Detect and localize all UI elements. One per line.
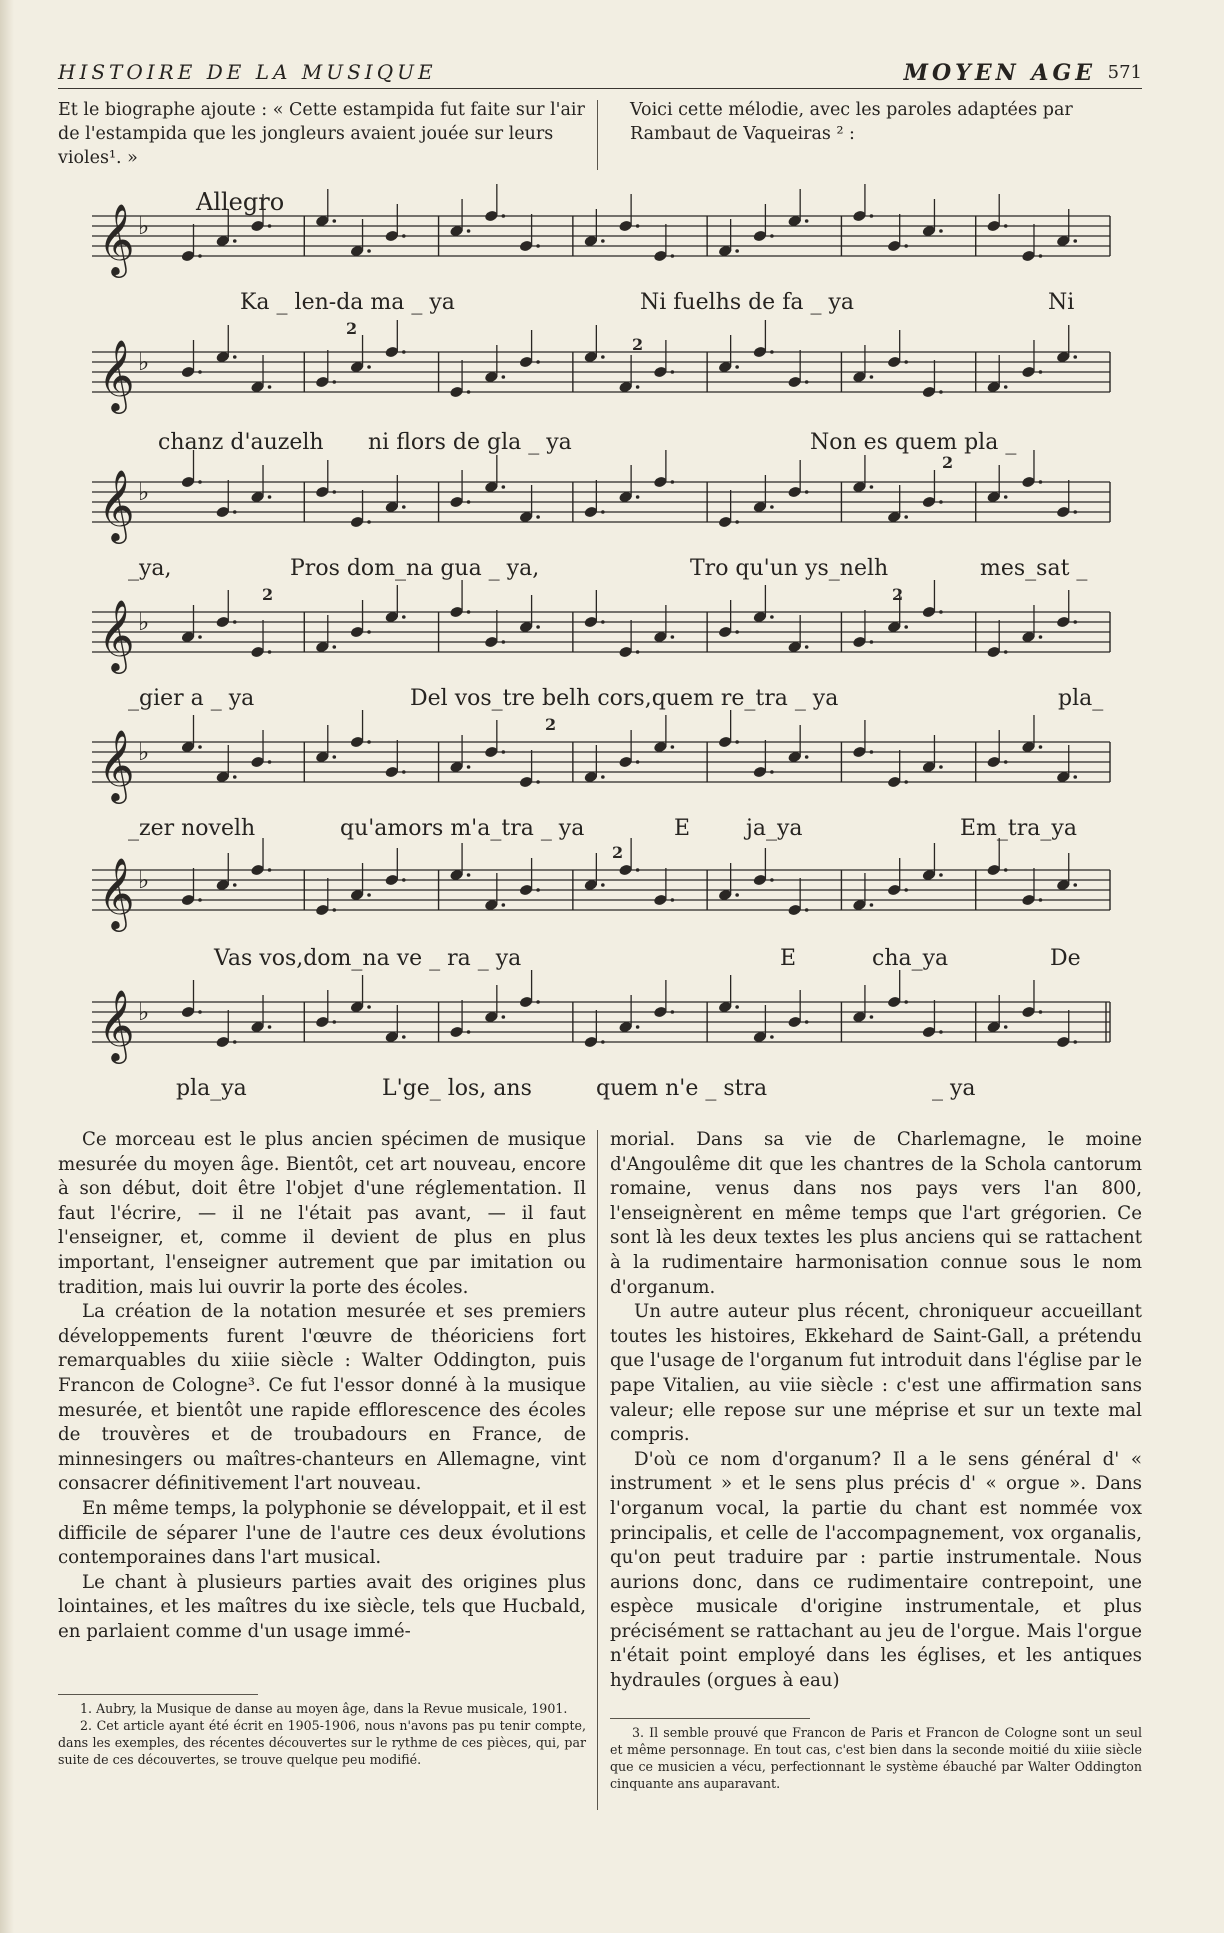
lyric-fragment: L'ge_ los, ans bbox=[382, 1076, 532, 1101]
tuplet-mark: 2 bbox=[942, 453, 954, 472]
header-title: HISTOIRE DE LA MUSIQUE bbox=[58, 60, 437, 84]
dot bbox=[939, 500, 943, 504]
dot bbox=[332, 380, 336, 384]
dot bbox=[367, 893, 371, 897]
dot bbox=[735, 520, 739, 524]
footnotes-right bbox=[610, 1724, 1142, 1792]
dot bbox=[671, 1010, 675, 1014]
dot bbox=[671, 898, 675, 902]
dot bbox=[367, 249, 371, 253]
dot bbox=[467, 765, 471, 769]
dot bbox=[1004, 495, 1008, 499]
lyric-fragment: Ni bbox=[1048, 290, 1075, 315]
dot bbox=[268, 495, 272, 499]
dot bbox=[904, 888, 908, 892]
dot bbox=[198, 1010, 202, 1014]
dot bbox=[502, 903, 506, 907]
body-right-column bbox=[610, 1128, 1142, 1694]
footnote: 3. Il semble prouvé que Francon de Paris et Francon de Cologne sont un seul et même personnage. En tout cas, c'est bien dans la seconde moitié du xiiie siècle que ce musicien a vécu, perfectionnant le système ébauché par Walter Oddington cinquante ans auparavant. bbox=[610, 1725, 1142, 1791]
dot bbox=[770, 878, 774, 882]
dot bbox=[332, 219, 336, 223]
dot bbox=[467, 390, 471, 394]
dot bbox=[1039, 898, 1043, 902]
dot bbox=[467, 500, 471, 504]
dot bbox=[467, 1030, 471, 1034]
dot bbox=[601, 883, 605, 887]
dot bbox=[198, 370, 202, 374]
dot bbox=[402, 1035, 406, 1039]
dot bbox=[402, 615, 406, 619]
dot bbox=[904, 515, 908, 519]
dot bbox=[402, 350, 406, 354]
lyric-fragment: _gier a _ ya bbox=[128, 686, 255, 711]
dot bbox=[735, 365, 739, 369]
dot bbox=[1039, 480, 1043, 484]
treble-clef: 𝄞 bbox=[98, 856, 135, 929]
dot bbox=[904, 244, 908, 248]
paragraph: La création de la notation mesurée et ses premiers développements furent l'œuvre de théoriciens fort remarquables du xiiie siècle : Walter Oddington, puis Francon de Cologne³. Ce fut l'essor donné à la musique mesurée, et bientôt une rapide efflorescence des écoles de trouvères et de troubadours en France, de minnesingers ou maîtres-chanteurs en Allemagne, vint consacrer définitivement l'art nouveau. bbox=[58, 1301, 586, 1495]
dot bbox=[233, 510, 237, 514]
dot bbox=[770, 350, 774, 354]
dot bbox=[536, 780, 540, 784]
dot bbox=[367, 365, 371, 369]
dot bbox=[502, 214, 506, 218]
dot bbox=[1004, 868, 1008, 872]
dot bbox=[502, 485, 506, 489]
lyric-fragment: ni flors de gla _ ya bbox=[368, 430, 572, 455]
body-left-column bbox=[58, 1128, 586, 1644]
tuplet-mark: 2 bbox=[892, 585, 904, 604]
treble-clef: 𝄞 bbox=[98, 598, 135, 671]
dot bbox=[402, 505, 406, 509]
lyric-fragment: pla_ya bbox=[176, 1076, 247, 1101]
dot bbox=[735, 249, 739, 253]
footnote: 1. Aubry, la Musique de danse au moyen âge, dans la Revue musicale, 1901. bbox=[80, 1701, 568, 1716]
dot bbox=[1073, 1040, 1077, 1044]
dot bbox=[671, 370, 675, 374]
lyric-fragment: Non es quem pla _ bbox=[810, 430, 1017, 455]
lyric-fragment: Em_tra_ya bbox=[960, 816, 1077, 841]
dot bbox=[536, 244, 540, 248]
dot bbox=[198, 254, 202, 258]
flat-sign: ♭ bbox=[138, 348, 150, 376]
lyric-fragment: Del vos_tre belh cors,quem re_tra _ ya bbox=[410, 686, 839, 711]
dot bbox=[870, 375, 874, 379]
treble-clef: 𝄞 bbox=[98, 338, 135, 411]
dot bbox=[198, 480, 202, 484]
dot bbox=[671, 254, 675, 258]
intro-right: Voici cette mélodie, avec les paroles adaptées par Rambaut de Vaqueiras ² : bbox=[630, 100, 1073, 144]
dot bbox=[939, 873, 943, 877]
dot bbox=[367, 630, 371, 634]
dot bbox=[735, 740, 739, 744]
lyric-fragment: ja_ya bbox=[746, 816, 803, 841]
dot bbox=[536, 1000, 540, 1004]
dot bbox=[805, 1020, 809, 1024]
dot bbox=[402, 878, 406, 882]
dot bbox=[601, 1040, 605, 1044]
lyric-fragment: Ni fuelhs de fa _ ya bbox=[640, 290, 854, 315]
dot bbox=[1039, 635, 1043, 639]
paragraph: D'où ce nom d'organum? Il a le sens général d' « instrument » et le sens plus précis d' « orgue ». Dans l'organum vocal, la partie du chant est nommée vox principalis, et celle de l'accompagnement, vox organalis, qu'on peut traduire par : partie instrumentale. Nous aurions donc, dans ce rudimentaire contrepoint, une espèce musicale d'origine instrumentale, et plus précisément se rattachant au jeu de l'orgue. Mais l'orgue n'était point employé dans les églises, et les antiques hydraules (orgues à eau) bbox=[610, 1448, 1142, 1692]
dot bbox=[233, 620, 237, 624]
lyric-fragment: Vas vos,dom_na ve _ ra _ ya bbox=[214, 946, 522, 971]
dot bbox=[870, 1015, 874, 1019]
dot bbox=[367, 520, 371, 524]
tuplet-mark: 2 bbox=[262, 585, 274, 604]
dot bbox=[467, 873, 471, 877]
dot bbox=[502, 1015, 506, 1019]
dot bbox=[536, 625, 540, 629]
dot bbox=[770, 615, 774, 619]
dot bbox=[870, 485, 874, 489]
dot bbox=[904, 780, 908, 784]
treble-clef: 𝄞 bbox=[98, 728, 135, 801]
flat-sign: ♭ bbox=[138, 212, 150, 240]
dot bbox=[268, 760, 272, 764]
lyric-fragment: _zer novelh bbox=[128, 816, 256, 841]
dot bbox=[502, 375, 506, 379]
dot bbox=[870, 903, 874, 907]
dot bbox=[770, 505, 774, 509]
lyric-fragment: _ya, bbox=[128, 556, 172, 581]
dot bbox=[367, 740, 371, 744]
dot bbox=[939, 229, 943, 233]
dot bbox=[467, 229, 471, 233]
dot bbox=[601, 775, 605, 779]
paragraph: En même temps, la polyphonie se développait, et il est difficile de séparer l'une de l'autre ces deux évolutions contemporaines dans l'art musical. bbox=[58, 1497, 586, 1569]
column-rule bbox=[597, 1130, 598, 1810]
lyric-fragment: E bbox=[674, 816, 691, 841]
dot bbox=[268, 1025, 272, 1029]
dot bbox=[233, 239, 237, 243]
dot bbox=[1004, 1025, 1008, 1029]
lyric-fragment: chanz d'auzelh bbox=[158, 430, 324, 455]
dot bbox=[904, 625, 908, 629]
dot bbox=[233, 1040, 237, 1044]
dot bbox=[268, 868, 272, 872]
tuplet-mark: 2 bbox=[612, 843, 624, 862]
tempo-marking: Allegro bbox=[196, 188, 285, 216]
header-section: MOYEN AGE bbox=[903, 60, 1096, 86]
dot bbox=[402, 770, 406, 774]
dot bbox=[198, 635, 202, 639]
lyric-fragment: Ka _ len-da ma _ ya bbox=[240, 290, 455, 315]
dot bbox=[870, 640, 874, 644]
dot bbox=[1073, 510, 1077, 514]
dot bbox=[536, 360, 540, 364]
dot bbox=[735, 1005, 739, 1009]
dot bbox=[601, 510, 605, 514]
flat-sign: ♭ bbox=[138, 866, 150, 894]
lyric-fragment: mes_sat _ bbox=[980, 556, 1088, 581]
dot bbox=[805, 755, 809, 759]
dot bbox=[1004, 224, 1008, 228]
dot bbox=[332, 1020, 336, 1024]
dot bbox=[502, 750, 506, 754]
tuplet-mark: 2 bbox=[632, 335, 644, 354]
paragraph: morial. Dans sa vie de Charlemagne, le moine d'Angoulême dit que les chantres de la Schola cantorum romaine, venus dans nos pays vers l'an 800, l'enseignèrent en même temps que l'art grégorien. Ce sont là les deux textes les plus anciens qui se rattachent à la rudimentaire harmonisation connue sous le nom d'organum. bbox=[610, 1129, 1142, 1298]
lyric-fragment: qu'amors m'a_tra _ ya bbox=[340, 816, 585, 841]
tuplet-mark: 2 bbox=[545, 715, 557, 734]
dot bbox=[671, 635, 675, 639]
dot bbox=[939, 390, 943, 394]
dot bbox=[636, 868, 640, 872]
dot bbox=[1073, 775, 1077, 779]
dot bbox=[233, 775, 237, 779]
paragraph: Un autre auteur plus récent, chroniqueur accueillant toutes les histoires, Ekkehard de Saint-Gall, a prétendu que l'usage de l'organum fut introduit dans l'église par le pape Vitalien, au viie siècle : c'est une affirmation sans valeur; elle repose sur une méprise et sur un texte mal compris. bbox=[610, 1301, 1142, 1446]
dot bbox=[1073, 355, 1077, 359]
dot bbox=[805, 645, 809, 649]
treble-clef: 𝄞 bbox=[98, 988, 135, 1061]
dot bbox=[636, 495, 640, 499]
dot bbox=[636, 650, 640, 654]
dot bbox=[1073, 620, 1077, 624]
treble-clef: 𝄞 bbox=[98, 202, 135, 275]
dot bbox=[1073, 239, 1077, 243]
dot bbox=[601, 620, 605, 624]
dot bbox=[1039, 254, 1043, 258]
dot bbox=[671, 745, 675, 749]
lyric-fragment: De bbox=[1050, 946, 1081, 971]
dot bbox=[233, 883, 237, 887]
dot bbox=[805, 380, 809, 384]
lyric-fragment: cha_ya bbox=[872, 946, 949, 971]
footnote-rule bbox=[610, 1718, 810, 1719]
dot bbox=[735, 893, 739, 897]
dot bbox=[536, 515, 540, 519]
paragraph: Le chant à plusieurs parties avait des origines plus lointaines, et les maîtres du ixe siècle, tels que Hucbald, en parlaient comme d'un usage immé- bbox=[58, 1571, 586, 1642]
lyric-fragment: Pros dom_na gua _ ya, bbox=[290, 556, 540, 581]
dot bbox=[367, 1005, 371, 1009]
dot bbox=[870, 214, 874, 218]
dot bbox=[198, 745, 202, 749]
dot bbox=[770, 234, 774, 238]
dot bbox=[502, 640, 506, 644]
dot bbox=[805, 490, 809, 494]
dot bbox=[467, 610, 471, 614]
intro-left: Et le biographe ajoute : « Cette estampida fut faite sur l'air de l'estampida que les jongleurs avaient jouée sur leurs violes¹. » bbox=[58, 100, 585, 168]
dot bbox=[671, 480, 675, 484]
footnote: 2. Cet article ayant été écrit en 1905-1906, nous n'avons pas pu tenir compte, dans les exemples, des récentes découvertes sur le rythme de ces pièces, qui, par suite de ces découvertes, se trouve quelque peu modifié. bbox=[58, 1718, 586, 1767]
dot bbox=[332, 645, 336, 649]
flat-sign: ♭ bbox=[138, 608, 150, 636]
dot bbox=[198, 898, 202, 902]
dot bbox=[1039, 745, 1043, 749]
lyric-fragment: pla_ bbox=[1058, 686, 1104, 711]
dot bbox=[1004, 650, 1008, 654]
dot bbox=[939, 1030, 943, 1034]
dot bbox=[870, 750, 874, 754]
dot bbox=[904, 360, 908, 364]
dot bbox=[636, 385, 640, 389]
dot bbox=[805, 908, 809, 912]
dot bbox=[332, 490, 336, 494]
dot bbox=[1039, 370, 1043, 374]
footnote-rule bbox=[58, 1694, 258, 1695]
dot bbox=[939, 610, 943, 614]
flat-sign: ♭ bbox=[138, 738, 150, 766]
dot bbox=[770, 1035, 774, 1039]
dot bbox=[805, 219, 809, 223]
dot bbox=[1073, 883, 1077, 887]
dot bbox=[268, 385, 272, 389]
dot bbox=[1004, 760, 1008, 764]
dot bbox=[939, 765, 943, 769]
lyric-fragment: E bbox=[780, 946, 797, 971]
flat-sign: ♭ bbox=[138, 478, 150, 506]
dot bbox=[536, 888, 540, 892]
dot bbox=[904, 1000, 908, 1004]
dot bbox=[332, 908, 336, 912]
dot bbox=[601, 355, 605, 359]
lyric-fragment: _ ya bbox=[932, 1076, 976, 1101]
dot bbox=[268, 650, 272, 654]
dot bbox=[735, 630, 739, 634]
dot bbox=[601, 239, 605, 243]
treble-clef: 𝄞 bbox=[98, 468, 135, 541]
dot bbox=[233, 355, 237, 359]
dot bbox=[1039, 1010, 1043, 1014]
footnotes-left bbox=[58, 1700, 586, 1768]
dot bbox=[770, 770, 774, 774]
dot bbox=[268, 224, 272, 228]
page-number: 571 bbox=[1107, 62, 1142, 83]
paragraph: Ce morceau est le plus ancien spécimen de musique mesurée du moyen âge. Bientôt, cet art nouveau, encore à son début, doit être l'objet d'une réglementation. Il faut l'écrire, — il ne l'était pas avant, — il faut l'enseigner, et, comme il devient de plus en plus important, l'enseigner autrement que par imitation ou tradition, mais lui ouvrir la porte des écoles. bbox=[58, 1129, 586, 1298]
lyric-fragment: quem n'e _ stra bbox=[596, 1076, 768, 1101]
dot bbox=[402, 234, 406, 238]
flat-sign: ♭ bbox=[138, 998, 150, 1026]
dot bbox=[636, 760, 640, 764]
dot bbox=[636, 224, 640, 228]
dot bbox=[636, 1025, 640, 1029]
tuplet-mark: 2 bbox=[346, 319, 358, 338]
dot bbox=[332, 755, 336, 759]
lyric-fragment: Tro qu'un ys_nelh bbox=[690, 556, 889, 581]
dot bbox=[1004, 385, 1008, 389]
